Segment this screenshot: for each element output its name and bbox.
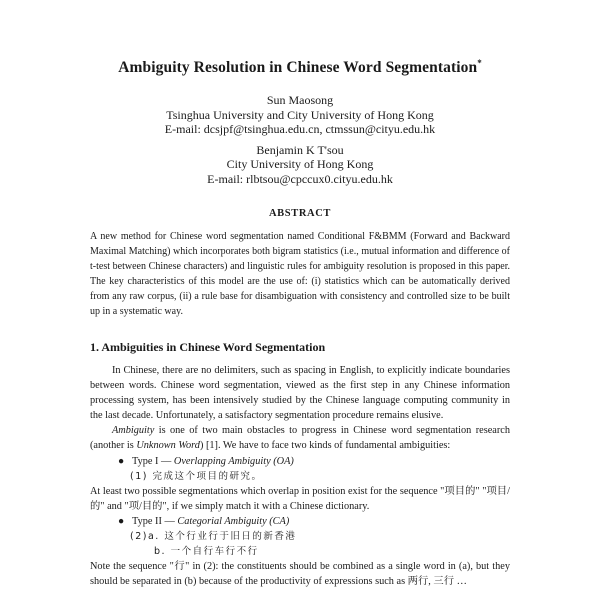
bullet-1-label: Type I — [132, 455, 174, 467]
bullet-icon: ● [118, 455, 125, 467]
abstract-text: A new method for Chinese word segmentation named Conditional F&BMM (Forward and Backward Maximal Matching) which incorporates both bigram statistics (i.e., mutual information and difference of t-test between Chinese characters) and linguistic rules for ambiguity resolution is proposed in this paper. The key characteristics of this model are the use of: (i) statistics which can be automatically derived from any raw corpus, (ii) a rule base for disambiguation with consistency and controlled size to be built up in a systematic way. [90, 231, 510, 317]
author-name: Sun Maosong [266, 93, 334, 107]
bullet-2-term: Categorial Ambiguity (CA) [177, 515, 290, 527]
bullet-type-1 [90, 454, 510, 469]
term-ambiguity: Ambiguity [112, 425, 155, 437]
paragraph-4: Note the sequence "行" in (2): the constituents should be combined as a single word in (a), but they should be separated in (b) because of the productivity of expressions such as 两行, 三行 … [90, 561, 510, 588]
paragraph-3: At least two possible segmentations which overlap in position exist for the sequence "项目的" "项目/的" and "项/目的", if we simply match it with a Chinese dictionary. [90, 485, 510, 512]
term-unknown-word: Unknown Word [136, 440, 200, 452]
paragraph-2 [90, 423, 510, 453]
section-1-body [90, 363, 510, 589]
paragraph-2-text-a: is one of two main obstacles to progress in Chinese word segmentation research (another is [90, 425, 510, 452]
paper-title-text: Ambiguity Resolution in Chinese Word Segmentation [118, 59, 478, 77]
author-email: E-mail: rlbtsou@cpccux0.cityu.edu.hk [207, 171, 393, 186]
bullet-icon: ● [118, 515, 125, 527]
example-2b: b. 一个自行车行不行 [154, 546, 259, 558]
bullet-2-label: Type II — [132, 515, 178, 527]
author-affiliation: City University of Hong Kong [226, 157, 374, 171]
author-affiliation: Tsinghua University and City University of Hong Kong [166, 107, 434, 122]
bullet-type-2 [90, 514, 510, 529]
example-1: (1) 完成这个项目的研究。 [130, 470, 263, 482]
paragraph-1: In Chinese, there are no delimiters, such as spacing in English, to explicitly indicate boundaries between words. Chinese word segmentation, viewed as the first step in any Chinese information processing system, has been intensively studied by the Chinese language computing community in the last decade. Unfortunately, a satisfactory segmentation procedure remains elusive. [90, 365, 510, 422]
author-email: E-mail: dcsjpf@tsinghua.edu.cn, ctmssun@cityu.edu.hk [164, 122, 436, 136]
author-1 [0, 93, 600, 137]
author-2 [0, 143, 600, 187]
example-2a: (2)a. 这个行业行于旧日的新香港 [130, 531, 297, 543]
title-footnote-marker: * [477, 58, 482, 68]
paper-title [0, 58, 600, 77]
section-1-heading: 1. Ambiguities in Chinese Word Segmentation [90, 340, 326, 354]
bullet-1-term: Overlapping Ambiguity (OA) [173, 455, 294, 467]
paragraph-2-text-b: ) [1]. We have to face two kinds of fundamental ambiguities: [199, 440, 451, 452]
authors-block [0, 93, 600, 186]
abstract-heading: ABSTRACT [269, 208, 331, 219]
author-name: Benjamin K T'sou [256, 142, 344, 157]
